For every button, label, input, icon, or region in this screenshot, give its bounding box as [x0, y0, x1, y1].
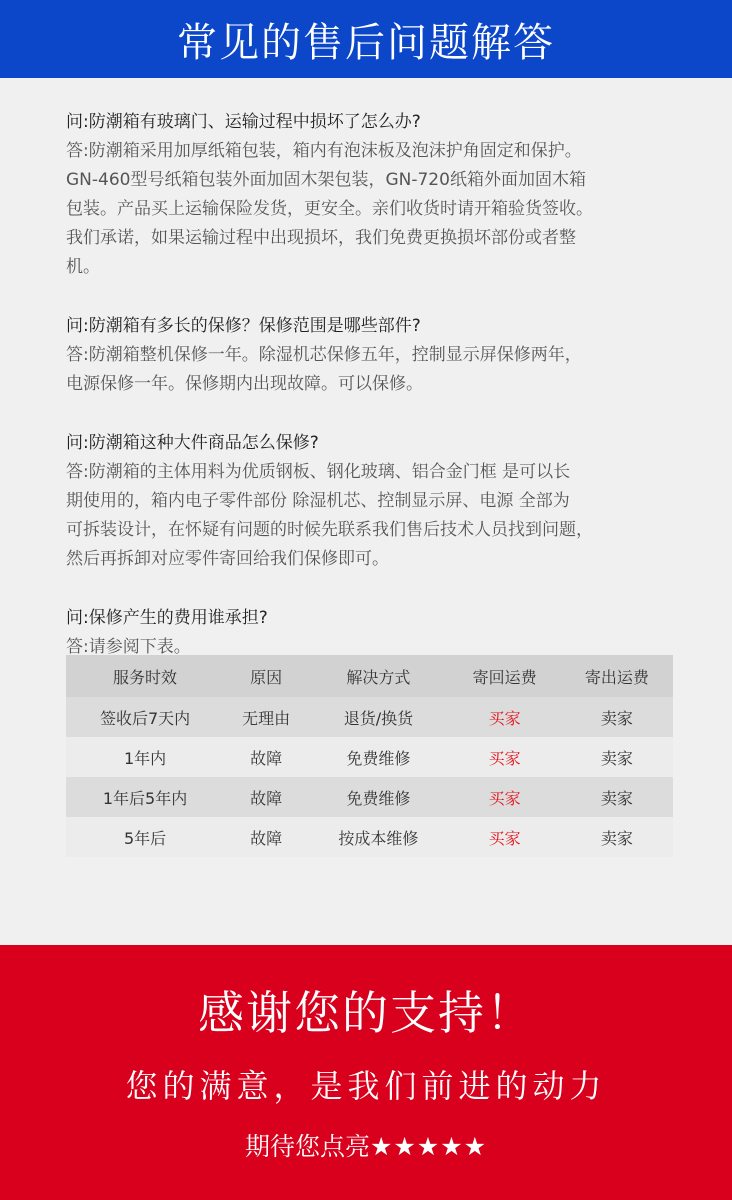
table-cell: 买家 — [488, 788, 521, 808]
rating-prompt — [0, 1127, 732, 1163]
table-cell: 按成本维修 — [338, 828, 419, 848]
rating-label: 期待您点亮 — [244, 1132, 370, 1161]
thanks-heading: 感谢您的支持！ — [198, 986, 534, 1040]
service-table — [66, 655, 673, 857]
table-cell: 退货/换货 — [343, 708, 414, 728]
star-icon: ★ — [369, 1132, 394, 1161]
star-icon: ★ — [393, 1132, 417, 1161]
faq-question: 问:防潮箱有多长的保修？保修范围是哪些部件? — [66, 316, 421, 336]
table-cell: 故障 — [250, 828, 283, 848]
faq-answer-line: 答:防潮箱采用加厚纸箱包装，箱内有泡沫板及泡沫护角固定和保护。 — [66, 141, 582, 161]
faq-answer-line: 期使用的，箱内电子零件部份 除湿机芯、控制显示屏、电源 全部为 — [66, 491, 570, 511]
table-cell: 故障 — [250, 788, 283, 808]
table-cell: 卖家 — [600, 828, 633, 848]
faq-answer-line: 电源保修一年。保修期内出现故障。可以保修。 — [66, 374, 423, 394]
table-header-row — [66, 655, 673, 697]
table-cell: 卖家 — [600, 788, 633, 808]
faq-question: 问:防潮箱有玻璃门、运输过程中损坏了怎么办? — [66, 112, 421, 132]
table-cell: 故障 — [250, 748, 283, 768]
column-header: 寄出运费 — [584, 667, 649, 687]
page-title: 常见的售后问题解答 — [177, 19, 555, 66]
table-row — [66, 817, 673, 857]
table-row — [66, 777, 673, 817]
faq-answer-line: 可拆装设计，在怀疑有问题的时候先联系我们售后技术人员找到问题， — [66, 520, 593, 540]
table-cell: 免费维修 — [346, 788, 411, 808]
page-header — [0, 0, 732, 78]
table-cell: 5年后 — [123, 828, 167, 848]
table-cell: 买家 — [488, 828, 521, 848]
faq-answer-line: GN-460型号纸箱包装外面加固木架包装，GN-720纸箱外面加固木箱 — [66, 170, 586, 190]
table-cell: 卖家 — [600, 708, 633, 728]
table-cell: 1年后5年内 — [102, 788, 188, 808]
faq-question: 问:保修产生的费用谁承担? — [66, 608, 268, 628]
table-cell: 无理由 — [242, 708, 291, 728]
faq-answer-line: 答:防潮箱整机保修一年。除湿机芯保修五年，控制显示屏保修两年， — [66, 345, 582, 365]
star-icon: ★ — [463, 1132, 488, 1161]
column-header: 解决方式 — [346, 667, 411, 687]
motto-text: 您的满意，是我们前进的动力 — [125, 1067, 607, 1105]
rating-stars — [370, 1132, 487, 1161]
table-cell: 买家 — [488, 708, 521, 728]
faq-answer-line: 然后再拆卸对应零件寄回给我们保修即可。 — [66, 549, 389, 569]
faq-answer-line: 包装。产品买上运输保险发货，更安全。亲们收货时请开箱验货签收。 — [66, 199, 593, 219]
faq-item — [66, 429, 666, 574]
thanks-banner — [0, 945, 732, 1200]
column-header: 服务时效 — [113, 667, 178, 687]
table-row — [66, 697, 673, 737]
star-icon: ★ — [440, 1132, 464, 1161]
table-cell: 买家 — [488, 748, 521, 768]
faq-item — [66, 604, 666, 662]
column-header: 寄回运费 — [472, 667, 537, 687]
faq-item — [66, 312, 666, 399]
table-cell: 卖家 — [600, 748, 633, 768]
faq-answer-line: 答:防潮箱的主体用料为优质钢板、钢化玻璃、铝合金门框 是可以长 — [66, 462, 571, 482]
faq-answer-line: 答:请参阅下表。 — [66, 637, 191, 657]
table-cell: 免费维修 — [346, 748, 411, 768]
faq-answer-line: 机。 — [66, 257, 100, 277]
star-icon: ★ — [416, 1132, 441, 1161]
faq-item — [66, 108, 666, 282]
table-cell: 1年内 — [123, 748, 167, 768]
column-header: 原因 — [250, 667, 283, 687]
faq-section — [66, 108, 666, 692]
table-cell: 签收后7天内 — [99, 708, 191, 728]
faq-answer-line: 我们承诺，如果运输过程中出现损坏，我们免费更换损坏部份或者整 — [66, 228, 576, 248]
table-row — [66, 737, 673, 777]
faq-question: 问:防潮箱这种大件商品怎么保修? — [66, 433, 319, 453]
